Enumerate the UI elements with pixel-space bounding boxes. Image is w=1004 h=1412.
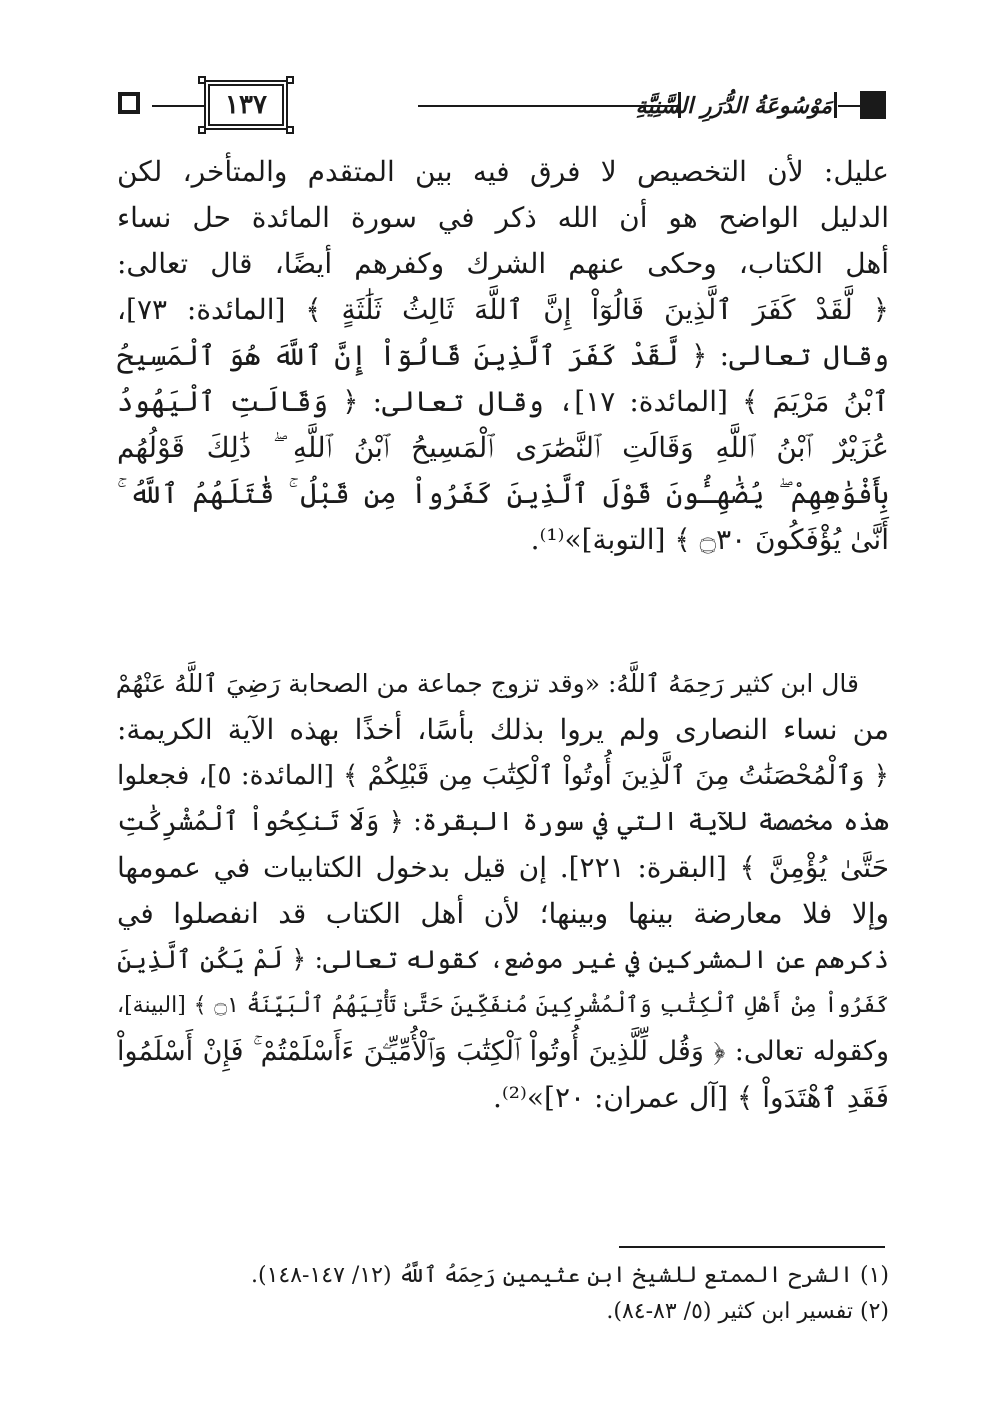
text-line: من نساء النصارى ولم يروا بذلك بأسًا، أخذًا بهذه الآية الكريمة: bbox=[117, 713, 889, 746]
text-line: كَفَرُواْ مِنْ أَهْلِ ٱلْكِتَٰبِ وَٱلْمُشْرِكِينَ مُنفَكِّينَ حَتَّىٰ تَأْتِيَهُمُ ٱلْبَيِّنَةُ ۝١ ﴾ [البينة]، bbox=[117, 993, 889, 1018]
footnote-divider bbox=[619, 1246, 885, 1248]
ornament-corner bbox=[286, 76, 294, 84]
header-ornament-square-open bbox=[118, 92, 140, 114]
text-line: قال ابن كثير رَحِمَهُ ٱللَّهُ: «وقد تزوج جماعة من الصحابة رَضِيَ ٱللَّهُ عَنْهُمْ bbox=[115, 669, 859, 698]
page-number bbox=[208, 84, 284, 126]
text-line: الدليل الواضح هو أن الله ذكر في سورة المائدة حل نساء bbox=[117, 201, 889, 234]
text-line: وقال تعالى: ﴿ لَّقَدْ كَفَرَ ٱلَّذِينَ قَالُوٓاْ إِنَّ ٱللَّهَ هُوَ ٱلْمَسِيحُ bbox=[117, 339, 890, 372]
text-line: ٱبْنُ مَرْيَمَ ﴾ [المائدة: ١٧]، وقال تعالى: ﴿ وَقَالَتِ ٱلْيَهُودُ bbox=[117, 385, 889, 418]
text-line: حَتَّىٰ يُؤْمِنَّ ﴾ [البقرة: ٢٢١]. إن قيل بدخول الكتابيات في عمومها bbox=[117, 851, 889, 884]
text-line: عليل: لأن التخصيص لا فرق فيه بين المتقدم والمتأخر، لكن bbox=[117, 155, 889, 188]
text-line: ذكرهم عن المشركين في غير موضع، كقوله تعالى: ﴿ لَمْ يَكُنِ ٱلَّذِينَ bbox=[117, 945, 889, 975]
text-line: ﴿ لَّقَدْ كَفَرَ ٱلَّذِينَ قَالُوٓاْ إِنَّ ٱللَّهَ ثَالِثُ ثَلَٰثَةٍ ﴾ [المائدة: ٧٣]، bbox=[117, 293, 889, 326]
ornament-corner bbox=[198, 126, 206, 134]
text-line: وكقوله تعالى: ﴿ وَقُل لِّلَّذِينَ أُوتُواْ ٱلْكِتَٰبَ وَٱلْأُمِّيِّـۧنَ ءَأَسْلَمْتُمْ ۚ فَإِنْ أَسْلَمُواْ bbox=[117, 1036, 889, 1067]
text-line: بِأَفْوَٰهِهِمْ ۖ يُضَٰهِـُٔونَ قَوْلَ ٱلَّذِينَ كَفَرُواْ مِن قَبْلُ ۚ قَٰتَلَهُمُ ٱللَّهُ ۚ bbox=[117, 477, 890, 510]
header-bar bbox=[834, 92, 837, 118]
text-line: ﴿ وَٱلْمُحْصَنَٰتُ مِنَ ٱلَّذِينَ أُوتُواْ ٱلْكِتَٰبَ مِن قَبْلِكُمْ ﴾ [المائدة: ٥]، فجعلوا bbox=[117, 760, 889, 791]
page-number-text: ١٣٧ bbox=[225, 90, 267, 120]
footnote: (٢) تفسير ابن كثير (٥/ ٨٣-٨٤). bbox=[606, 1299, 889, 1324]
text-line: فَقَدِ ٱهْتَدَواْ ﴾ [آل عمران: ٢٠]»⁽²⁾. bbox=[493, 1081, 889, 1114]
footnote: (١) الشرح الممتع للشيخ ابن عثيمين رَحِمَهُ ٱللَّهُ (١٢/ ١٤٧-١٤٨). bbox=[250, 1263, 889, 1288]
text-line: أهل الكتاب، وحكى عنهم الشرك وكفرهم أيضًا، قال تعالى: bbox=[117, 247, 889, 280]
text-line: أَنَّىٰ يُؤْفَكُونَ ۝٣٠ ﴾ [التوبة]»⁽¹⁾. bbox=[530, 523, 889, 556]
running-header bbox=[112, 84, 886, 128]
text-line: هذه مخصصة للآية التي في سورة البقرة: ﴿ وَلَا تَنكِحُواْ ٱلْمُشْرِكَٰتِ bbox=[117, 807, 890, 837]
book-title: مَوْسُوعَةُ الدُّرَرِ السَّنِيَّةِ bbox=[635, 93, 832, 119]
header-ornament-square-filled bbox=[860, 91, 886, 119]
header-rule bbox=[152, 105, 216, 107]
ornament-corner bbox=[286, 126, 294, 134]
ornament-corner bbox=[198, 76, 206, 84]
text-line: عُزَيْرٌ ٱبْنُ ٱللَّهِ وَقَالَتِ ٱلنَّصَٰرَى ٱلْمَسِيحُ ٱبْنُ ٱللَّهِ ۖ ذَٰلِكَ قَوْلُهُم bbox=[117, 431, 889, 464]
text-line: وإلا فلا معارضة بينها وبينها؛ لأن أهل الكتاب قد انفصلوا في bbox=[117, 897, 889, 930]
